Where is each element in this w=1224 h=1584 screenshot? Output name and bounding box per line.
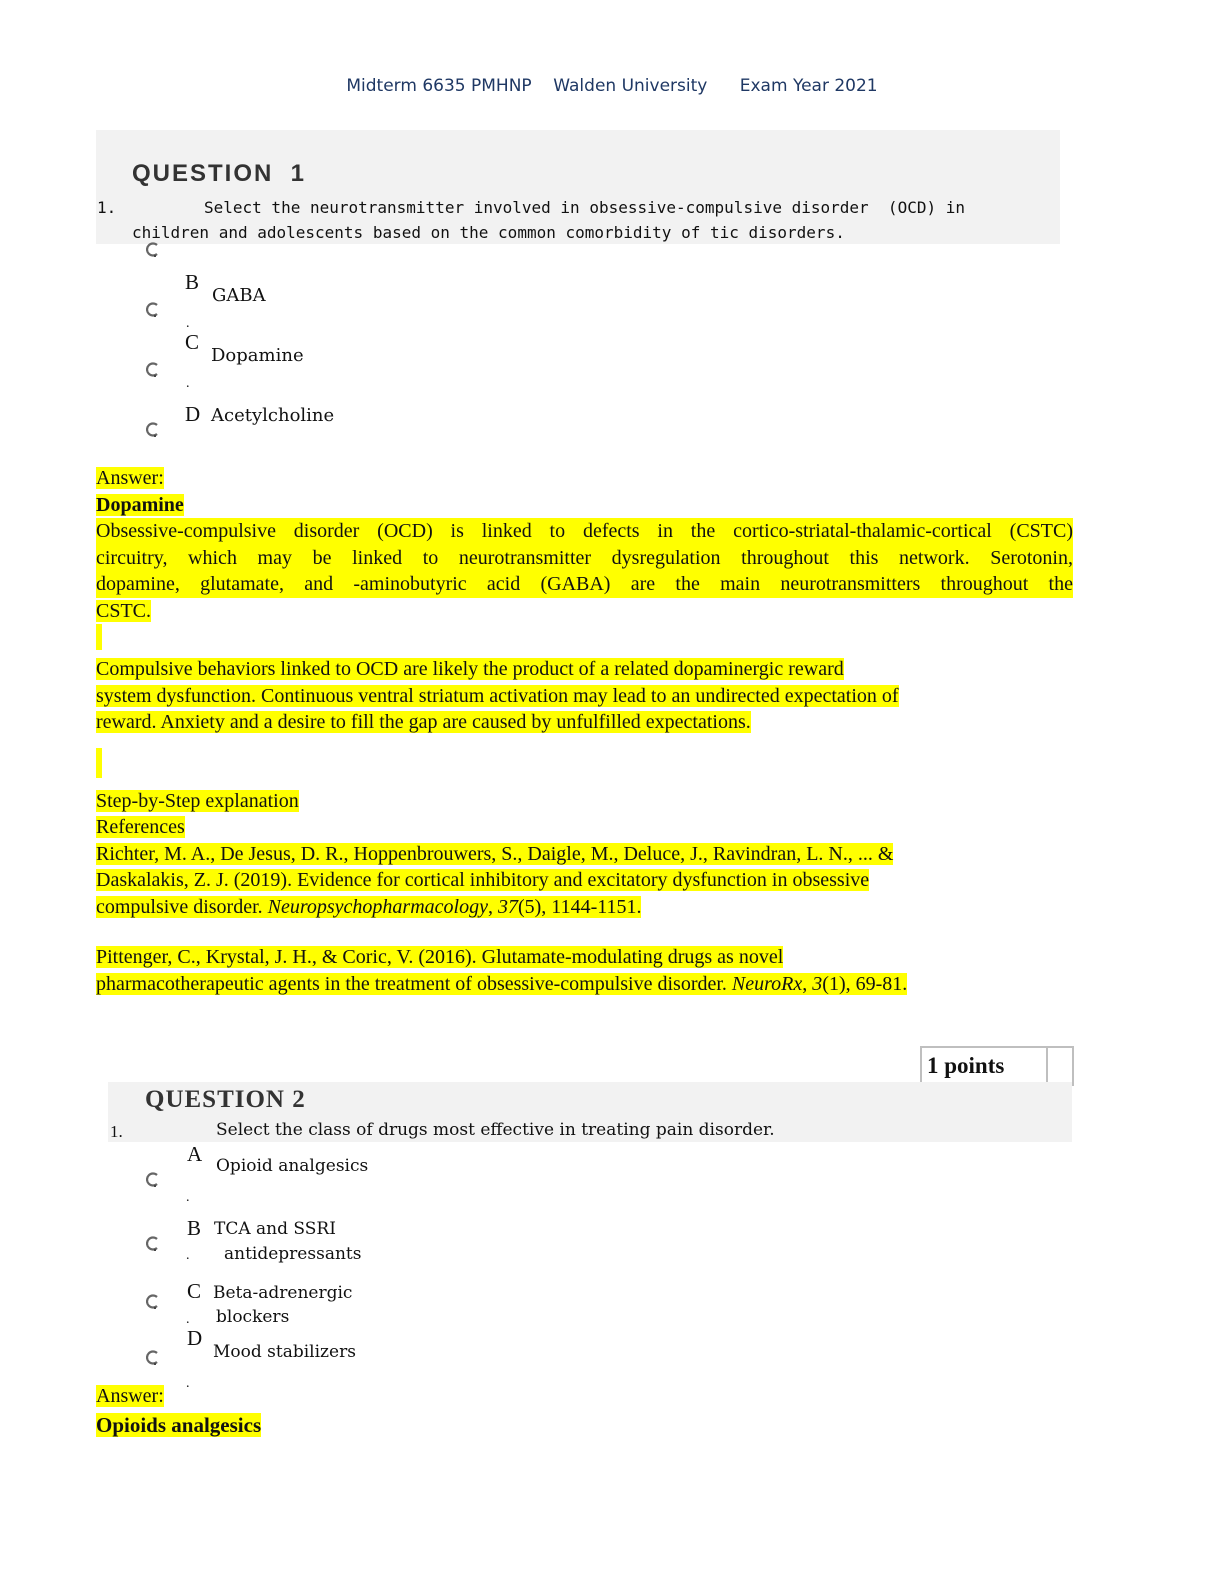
references-label: References (96, 816, 185, 838)
reference-sep: , (487, 895, 498, 918)
option-d-label: Acetylcholine (211, 405, 335, 426)
option-c-letter: C (187, 1279, 202, 1303)
highlight-marker (96, 624, 102, 650)
option-d-letter: D (185, 402, 201, 426)
option-d-dot: . (186, 1376, 190, 1391)
option-b-label-cont: antidepressants (224, 1244, 362, 1264)
option-a-dot: . (186, 1190, 190, 1205)
option-b-label: TCA and SSRI (214, 1219, 336, 1239)
question-2-number: 1. (110, 1122, 123, 1141)
explanation-line: circuitry, which may be linked to neurotransmitter dysregulation throughout this network. Serotonin, (96, 545, 1073, 572)
explanation-line: CSTC. (96, 599, 152, 622)
option-c-label: Beta-adrenergic (213, 1283, 353, 1303)
option-b-dot: . (186, 1248, 190, 1263)
answer-block-q2 (96, 1383, 261, 1439)
question-1-number: 1. (97, 198, 117, 217)
radio-option-c[interactable] (146, 1294, 160, 1310)
reference-text: pharmacotherapeutic agents in the treatment of obsessive-compulsive disorder. (96, 972, 732, 995)
answer-label: Answer: (96, 1385, 164, 1407)
option-c-label: Dopamine (211, 345, 304, 366)
journal-title: Neuropsychopharmacology (267, 895, 488, 918)
reference-1-line: Daskalakis, Z. J. (2019). Evidence for cortical inhibitory and excitatory dysfunction in obsessive (96, 869, 870, 891)
explanation-line: reward. Anxiety and a desire to fill the gap are caused by unfulfilled expectations. (96, 711, 751, 733)
points-box (920, 1046, 1074, 1086)
option-d-label: Mood stabilizers (213, 1342, 356, 1362)
option-c-dot: . (186, 1312, 190, 1327)
radio-option-b[interactable] (146, 302, 160, 318)
question-2-title: QUESTION 2 (145, 1086, 306, 1113)
radio-option-c[interactable] (146, 362, 160, 378)
points-divider (1046, 1048, 1048, 1084)
page-header: Midterm 6635 PMHNP Walden University Exam Year 2021 (346, 76, 878, 96)
reference-2-line (96, 973, 907, 995)
radio-option-a[interactable] (146, 1172, 160, 1188)
reference-text: compulsive disorder. (96, 895, 268, 918)
reference-pages: (1), 69-81. (822, 972, 908, 995)
reference-1-line: Richter, M. A., De Jesus, D. R., Hoppenbrouwers, S., Daigle, M., Deluce, J., Ravindran, L. N., ... & (96, 842, 894, 865)
explanation-line: Compulsive behaviors linked to OCD are likely the product of a related dopaminergic reward (96, 658, 844, 680)
option-a-label: Opioid analgesics (216, 1156, 369, 1176)
answer-text: Opioids analgesics (96, 1412, 262, 1437)
reference-pages: (5), 1144-1151. (517, 895, 642, 918)
question-1-text-line1: Select the neurotransmitter involved in obsessive-compulsive disorder (OCD) in (204, 198, 965, 217)
option-b-letter: B (187, 1216, 202, 1240)
option-c-dot: . (186, 376, 190, 391)
radio-option-d[interactable] (146, 1350, 160, 1366)
option-c-label-cont: blockers (216, 1307, 290, 1327)
step-label: Step-by-Step explanation (96, 789, 299, 812)
highlight-marker (96, 748, 102, 778)
explanation-line: Obsessive-compulsive disorder (OCD) is linked to defects in the cortico-striatal-thalamic-cortical (CSTC) (96, 518, 1073, 545)
journal-title: NeuroRx (731, 972, 803, 995)
option-b-dot: . (186, 316, 190, 331)
radio-option-d[interactable] (146, 422, 160, 438)
explanation-line: dopamine, glutamate, and -aminobutyric acid (GABA) are the main neurotransmitters throughout the (96, 571, 1073, 598)
option-c-letter: C (185, 330, 200, 354)
option-a-letter: A (187, 1142, 203, 1166)
answer-text: Dopamine (96, 493, 184, 516)
question-2-text: Select the class of drugs most effective in treating pain disorder. (216, 1120, 775, 1140)
answer-block-q1 (96, 465, 1073, 997)
reference-1-line (96, 896, 641, 918)
radio-option-a[interactable] (146, 242, 160, 258)
journal-volume: 3 (812, 972, 823, 995)
journal-volume: 37 (497, 895, 518, 918)
option-b-letter: B (185, 270, 200, 294)
option-d-letter: D (187, 1326, 203, 1350)
radio-option-b[interactable] (146, 1236, 160, 1252)
reference-sep: , (802, 972, 813, 995)
reference-2-line: Pittenger, C., Krystal, J. H., & Coric, V. (2016). Glutamate-modulating drugs as novel (96, 946, 784, 968)
option-b-label: GABA (212, 285, 266, 306)
answer-label: Answer: (96, 467, 164, 489)
explanation-line: system dysfunction. Continuous ventral striatum activation may lead to an undirected expectation of (96, 684, 899, 707)
points-label: 1 points (927, 1053, 1005, 1078)
question-1-title: QUESTION 1 (132, 160, 307, 187)
question-1-text-line2: children and adolescents based on the common comorbidity of tic disorders. (132, 223, 845, 242)
